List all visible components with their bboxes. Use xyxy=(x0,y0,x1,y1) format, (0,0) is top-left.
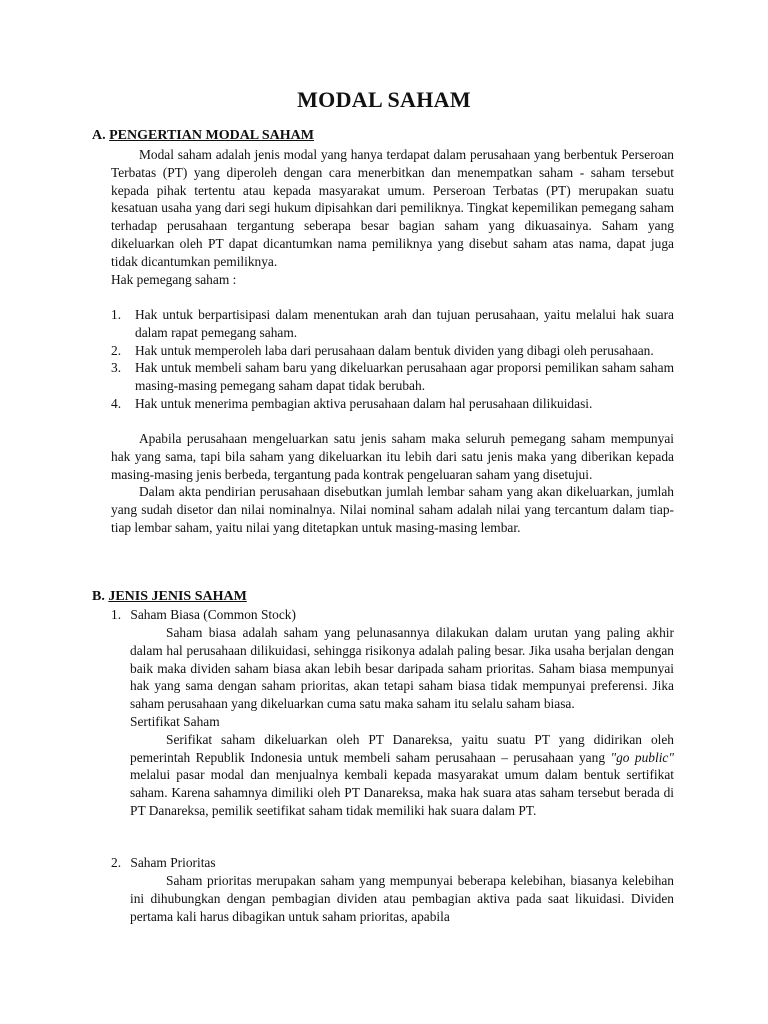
section-a-label: A. xyxy=(92,128,106,143)
list-item xyxy=(111,359,674,395)
certificate-text-1: Serifikat saham dikeluarkan oleh PT Danareksa, yaitu suatu PT yang didirikan oleh pemerintah Republik Indonesia untuk membeli saham perusahaan – perusahaan yang xyxy=(130,731,674,765)
page-title: MODAL SAHAM xyxy=(297,87,471,112)
subsection-1-body xyxy=(130,624,674,820)
subsection-2-heading xyxy=(111,854,674,872)
subsection-2-number: 2. xyxy=(111,855,122,870)
section-a-paragraph-2: Apabila perusahaan mengeluarkan satu jenis saham maka seluruh pemegang saham mempunyai hak yang sama, tapi bila saham yang dikeluarkan itu lebih dari satu jenis maka yang diberikan kepada masing-masing jenis berbeda, tergantung pada kontrak pengeluaran saham yang disetujui. xyxy=(111,431,674,482)
subsection-2-title: Saham Prioritas xyxy=(130,855,216,870)
section-a-intro-block xyxy=(111,146,674,288)
list-item xyxy=(111,306,674,342)
rights-list xyxy=(111,306,674,413)
subsection-2-body xyxy=(130,872,674,925)
section-a-body xyxy=(111,430,674,537)
section-a-intro: Modal saham adalah jenis modal yang hanya terdapat dalam perusahaan yang berbentuk Perseroan Terbatas (PT) yang diperoleh dengan cara menerbitkan dan menempatkan saham - saham tersebut kepada pihak tertentu atau kepada masyarakat umum. Perseroan Terbatas (PT) merupakan suatu kesatuan usaha yang dari segi hukum dipisahkan dari pemiliknya. Tingkat kepemilikan pemegang saham terhadap perusahaan tergantung seberapa besar bagian saham yang dikuasainya. Saham yang dikeluarkan oleh PT dapat dicantumkan nama pemiliknya yang disebut saham atas nama, dapat juga tidak dicantumkan pemiliknya. xyxy=(111,147,674,269)
section-b-label: B. xyxy=(92,589,105,604)
section-b-heading xyxy=(92,588,247,606)
list-item xyxy=(111,395,674,413)
section-a-heading xyxy=(92,127,314,145)
subsection-2-paragraph: Saham prioritas merupakan saham yang mempunyai beberapa kelebihan, biasanya kelebihan ini dihubungkan dengan pembagian dividen atau pembagian aktiva pada saat likuidasi. Dividen pertama kali harus dibagikan untuk saham prioritas, apabila xyxy=(130,873,674,924)
subsection-1-title: Saham Biasa (Common Stock) xyxy=(130,607,296,622)
subsection-1-paragraph: Saham biasa adalah saham yang pelunasannya dilakukan dalam urutan yang paling akhir dalam hal perusahaan dilikuidasi, sehingga risikonya adalah paling besar. Jika usaha berjalan dengan baik maka dividen saham biasa akan lebih besar daripada saham prioritas. Saham biasa mempunyai hak yang sama dengan saham prioritas, akan tetapi saham biasa tidak mempunyai preferensi. Jika saham perusahaan yang dikeluarkan cuma satu maka saham itu selalu saham biasa. xyxy=(130,625,674,712)
certificate-text-2: melalui pasar modal dan menjualnya kembali kepada masyarakat umum dalam bentuk sertifikat saham. Karena sahamnya dimiliki oleh PT Danareksa, maka hak suara atas saham tersebut berada di PT Danareksa, pemilik seetifikat saham tidak memiliki hak suara dalam PT. xyxy=(130,767,674,818)
subsection-1-number: 1. xyxy=(111,607,122,622)
list-item-text: Hak untuk berpartisipasi dalam menentukan arah dan tujuan perusahaan, yaitu melalui hak suara dalam rapat pemegang saham. xyxy=(135,307,674,340)
section-a-title: PENGERTIAN MODAL SAHAM xyxy=(109,128,314,143)
certificate-paragraph xyxy=(130,731,674,820)
rights-label: Hak pemegang saham : xyxy=(111,271,237,287)
list-item-text: Hak untuk menerima pembagian aktiva perusahaan dalam hal perusahaan dilikuidasi. xyxy=(135,395,593,411)
certificate-title: Sertifikat Saham xyxy=(130,713,220,729)
subsection-1-heading xyxy=(111,606,674,624)
list-item-text: Hak untuk memperoleh laba dari perusahaan dalam bentuk dividen yang dibagi oleh perusahaan. xyxy=(135,342,654,358)
certificate-text-italic: "go public" xyxy=(610,749,674,765)
section-a-paragraph-3: Dalam akta pendirian perusahaan disebutkan jumlah lembar saham yang akan dikeluarkan, jumlah yang sudah disetor dan nilai nominalnya. Nilai nominal saham adalah nilai yang tercantum dalam tiap-tiap lembar saham, yaitu nilai yang ditetapkan untuk masing-masing lembar. xyxy=(111,484,674,535)
section-b-title: JENIS JENIS SAHAM xyxy=(108,589,247,604)
list-item xyxy=(111,342,674,360)
list-item-number: 4. xyxy=(111,395,122,411)
list-item-number: 1. xyxy=(111,307,122,322)
list-item-number: 3. xyxy=(111,360,122,376)
list-item-text: Hak untuk membeli saham baru yang dikeluarkan perusahaan agar proporsi pemilikan saham saham masing-masing pemegang saham dapat tidak berubah. xyxy=(135,360,674,394)
list-item-number: 2. xyxy=(111,342,122,358)
